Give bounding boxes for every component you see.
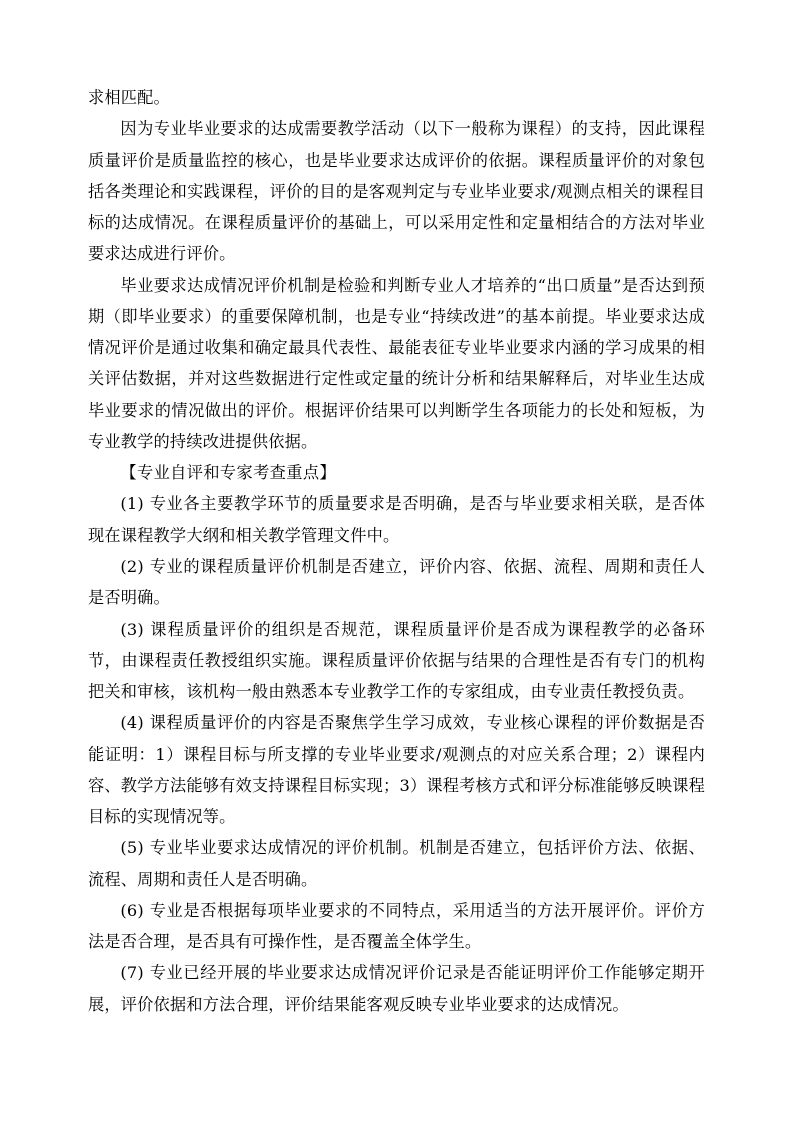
list-item-5: (5) 专业毕业要求达成情况的评价机制。机制是否建立，包括评价方法、依据、流程、周期和责任人是否明确。 [88,838,705,889]
paragraph-mechanism: 毕业要求达成情况评价机制是检验和判断专业人才培养的“出口质量”是否达到预期（即毕业要求）的重要保障机制，也是专业“持续改进”的基本前提。毕业要求达成情况评价是通过收集和确定最具代表性、最能表征专业毕业要求内涵的学习成果的相关评估数据，并对这些数据进行定性或定量的统计分析和结果解释后，对毕业生达成毕业要求的情况做出的评价。根据评价结果可以判断学生各项能力的长处和短板，为专业教学的持续改进提供依据。 [88,275,705,451]
list-item-4: (4) 课程质量评价的内容是否聚焦学生学习成效，专业核心课程的评价数据是否能证明：1）课程目标与所支撑的专业毕业要求/观测点的对应关系合理；2）课程内容、教学方法能够有效支持课程目标实现；3）课程考核方式和评分标准能够反映课程目标的实现情况等。 [88,713,705,827]
list-item-6: (6) 专业是否根据每项毕业要求的不同特点，采用适当的方法开展评价。评价方法是否合理，是否具有可操作性，是否覆盖全体学生。 [88,900,705,952]
list-item-2: (2) 专业的课程质量评价机制是否建立，评价内容、依据、流程、周期和责任人是否明确。 [88,556,705,608]
list-item-7: (7) 专业已经开展的毕业要求达成情况评价记录是否能证明评价工作能够定期开展，评价依据和方法合理，评价结果能客观反映专业毕业要求的达成情况。 [88,963,705,1014]
paragraph-course-quality: 因为专业毕业要求的达成需要教学活动（以下一般称为课程）的支持，因此课程质量评价是质量监控的核心，也是毕业要求达成评价的依据。课程质量评价的对象包括各类理论和实践课程，评价的目的是客观判定与专业毕业要求/观测点相关的课程目标的达成情况。在课程质量评价的基础上，可以采用定性和定量相结合的方法对毕业要求达成进行评价。 [88,119,705,264]
list-item-3: (3) 课程质量评价的组织是否规范，课程质量评价是否成为课程教学的必备环节，由课程责任教授组织实施。课程质量评价依据与结果的合理性是否有专门的机构把关和审核，该机构一般由熟悉本专业教学工作的专家组成，由专业责任教授负责。 [88,619,705,702]
section-heading-self-assessment: 【专业自评和专家考查重点】 [120,463,337,483]
list-item-1: (1) 专业各主要教学环节的质量要求是否明确，是否与毕业要求相关联，是否体现在课程教学大纲和相关教学管理文件中。 [88,494,705,545]
document-body [88,82,705,1020]
paragraph-continuation: 求相匹配。 [88,88,170,107]
